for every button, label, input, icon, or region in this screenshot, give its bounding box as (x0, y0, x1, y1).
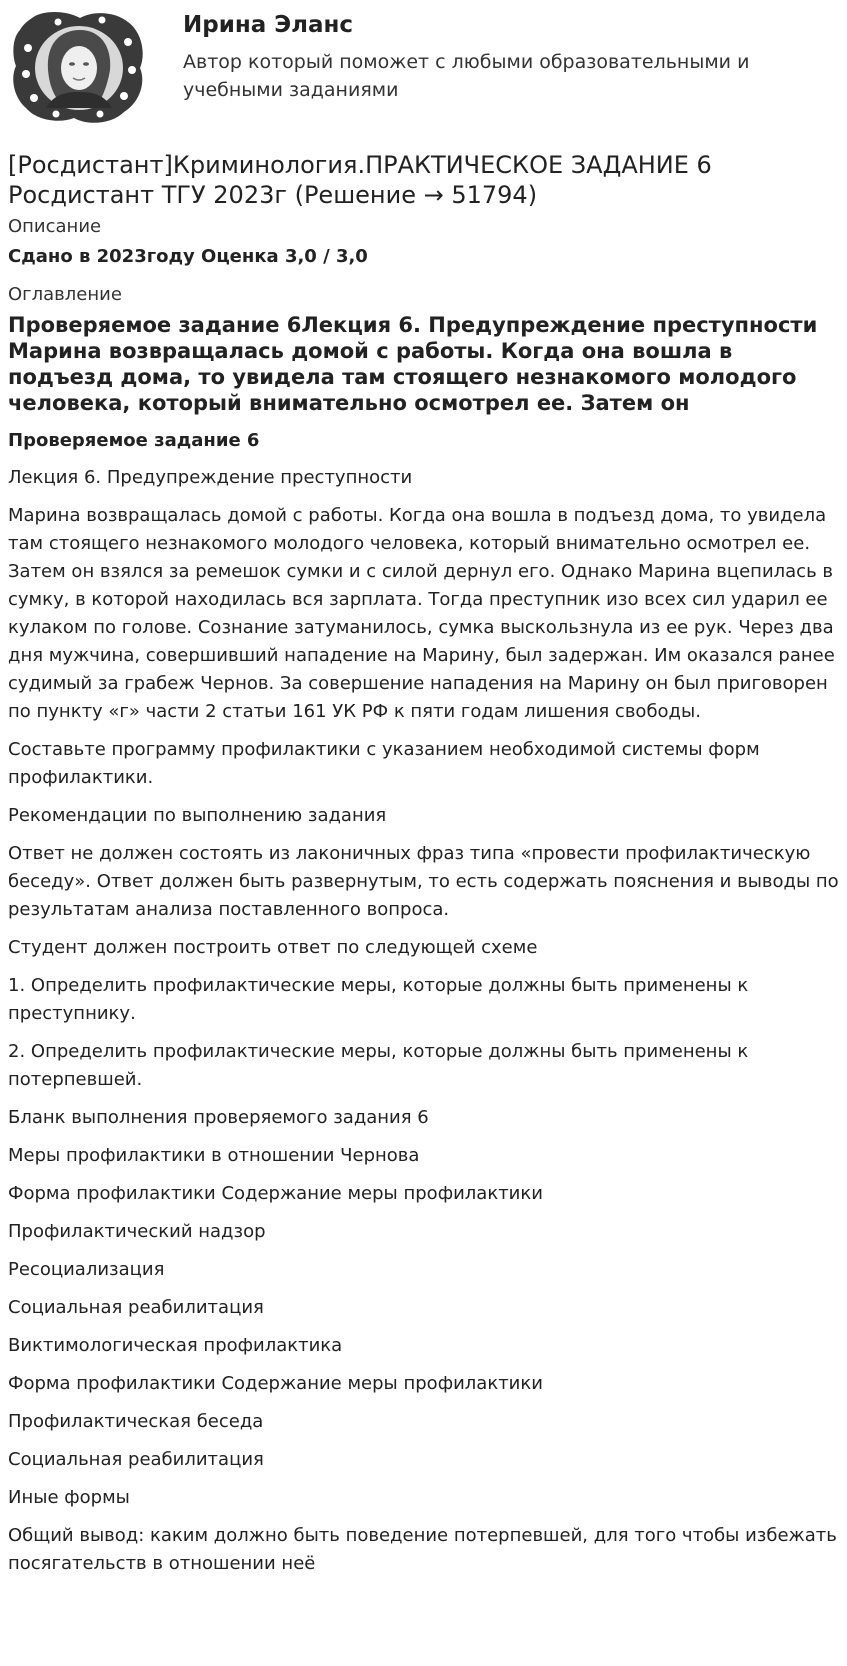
paragraph-conversation: Профилактическая беседа (8, 1411, 264, 1432)
paragraph-measures-chernov: Меры профилактики в отношении Чернова (8, 1145, 420, 1166)
author-header (0, 0, 847, 136)
paragraph-rehabilitation-1: Социальная реабилитация (8, 1297, 264, 1318)
paragraph-victimology: Виктимологическая профилактика (8, 1335, 343, 1356)
paragraph-other-forms: Иные формы (8, 1487, 130, 1508)
paragraph-form-header-1: Форма профилактики Содержание меры профилактики (8, 1183, 543, 1204)
toc-heading: Проверяемое задание 6Лекция 6. Предупреждение преступности Марина возвращалась домой с работы. Когда она вошла в подъезд дома, то увидела там стоящего незнакомого молодого человека, который внимательно осмотрел ее. Затем он (8, 313, 818, 415)
document-title-line1: [Росдистант]Криминология.ПРАКТИЧЕСКОЕ ЗАДАНИЕ 6 (8, 151, 712, 179)
paragraph-case: Марина возвращалась домой с работы. Когда она вошла в подъезд дома, то увидела там стоящего незнакомого молодого человека, который внимательно осмотрел ее. Затем он взялся за ремешок сумки и с силой дернул его. Однако Марина вцепилась в сумку, в которой находилась вся зарплата. Тогда преступник изо всех сил ударил ее кулаком по голове. Сознание затуманилось, сумка выскользнула из ее рук. Через два дня мужчина, совершивший нападение на Марину, был задержан. Им оказался ранее судимый за грабеж Чернов. За совершение нападения на Марину он был приговорен по пункту «г» части 2 статьи 161 УК РФ к пяти годам лишения свободы. (8, 505, 835, 722)
paragraph-step-1: 1. Определить профилактические меры, которые должны быть применены к преступнику. (8, 975, 749, 1024)
paragraph-resocialization: Ресоциализация (8, 1259, 165, 1280)
paragraph-conclusion: Общий вывод: каким должно быть поведение потерпевшей, для того чтобы избежать посягательств в отношении неё (8, 1525, 837, 1574)
toc-label: Оглавление (8, 284, 122, 305)
paragraph-scheme: Студент должен построить ответ по следующей схеме (8, 937, 538, 958)
score-text: Сдано в 2023году Оценка 3,0 / 3,0 (8, 246, 368, 267)
avatar-image (8, 8, 150, 126)
author-description: Автор который поможет с любыми образовательными и учебными заданиями (183, 51, 750, 101)
document-title-line2: Росдистант ТГУ 2023г (Решение → 51794) (8, 181, 538, 209)
paragraph-step-2: 2. Определить профилактические меры, которые должны быть применены к потерпевшей. (8, 1041, 749, 1090)
paragraph-form-title: Бланк выполнения проверяемого задания 6 (8, 1107, 429, 1128)
document-content (0, 150, 847, 1578)
paragraph-lecture: Лекция 6. Предупреждение преступности (8, 467, 413, 488)
author-avatar[interactable] (8, 8, 150, 126)
document-title (8, 150, 839, 210)
description-label: Описание (8, 216, 102, 237)
paragraph-form-header-2: Форма профилактики Содержание меры профилактики (8, 1373, 543, 1394)
paragraph-recommendations: Ответ не должен состоять из лаконичных фраз типа «провести профилактическую беседу». Ответ должен быть развернутым, то есть содержать пояснения и выводы по результатам анализа поставленного вопроса. (8, 843, 839, 920)
author-name[interactable]: Ирина Эланс (183, 12, 354, 38)
task-heading: Проверяемое задание 6 (8, 430, 260, 451)
paragraph-supervision: Профилактический надзор (8, 1221, 266, 1242)
paragraph-assignment: Составьте программу профилактики с указанием необходимой системы форм профилактики. (8, 739, 760, 788)
paragraph-recommendations-title: Рекомендации по выполнению задания (8, 805, 387, 826)
paragraph-rehabilitation-2: Социальная реабилитация (8, 1449, 264, 1470)
